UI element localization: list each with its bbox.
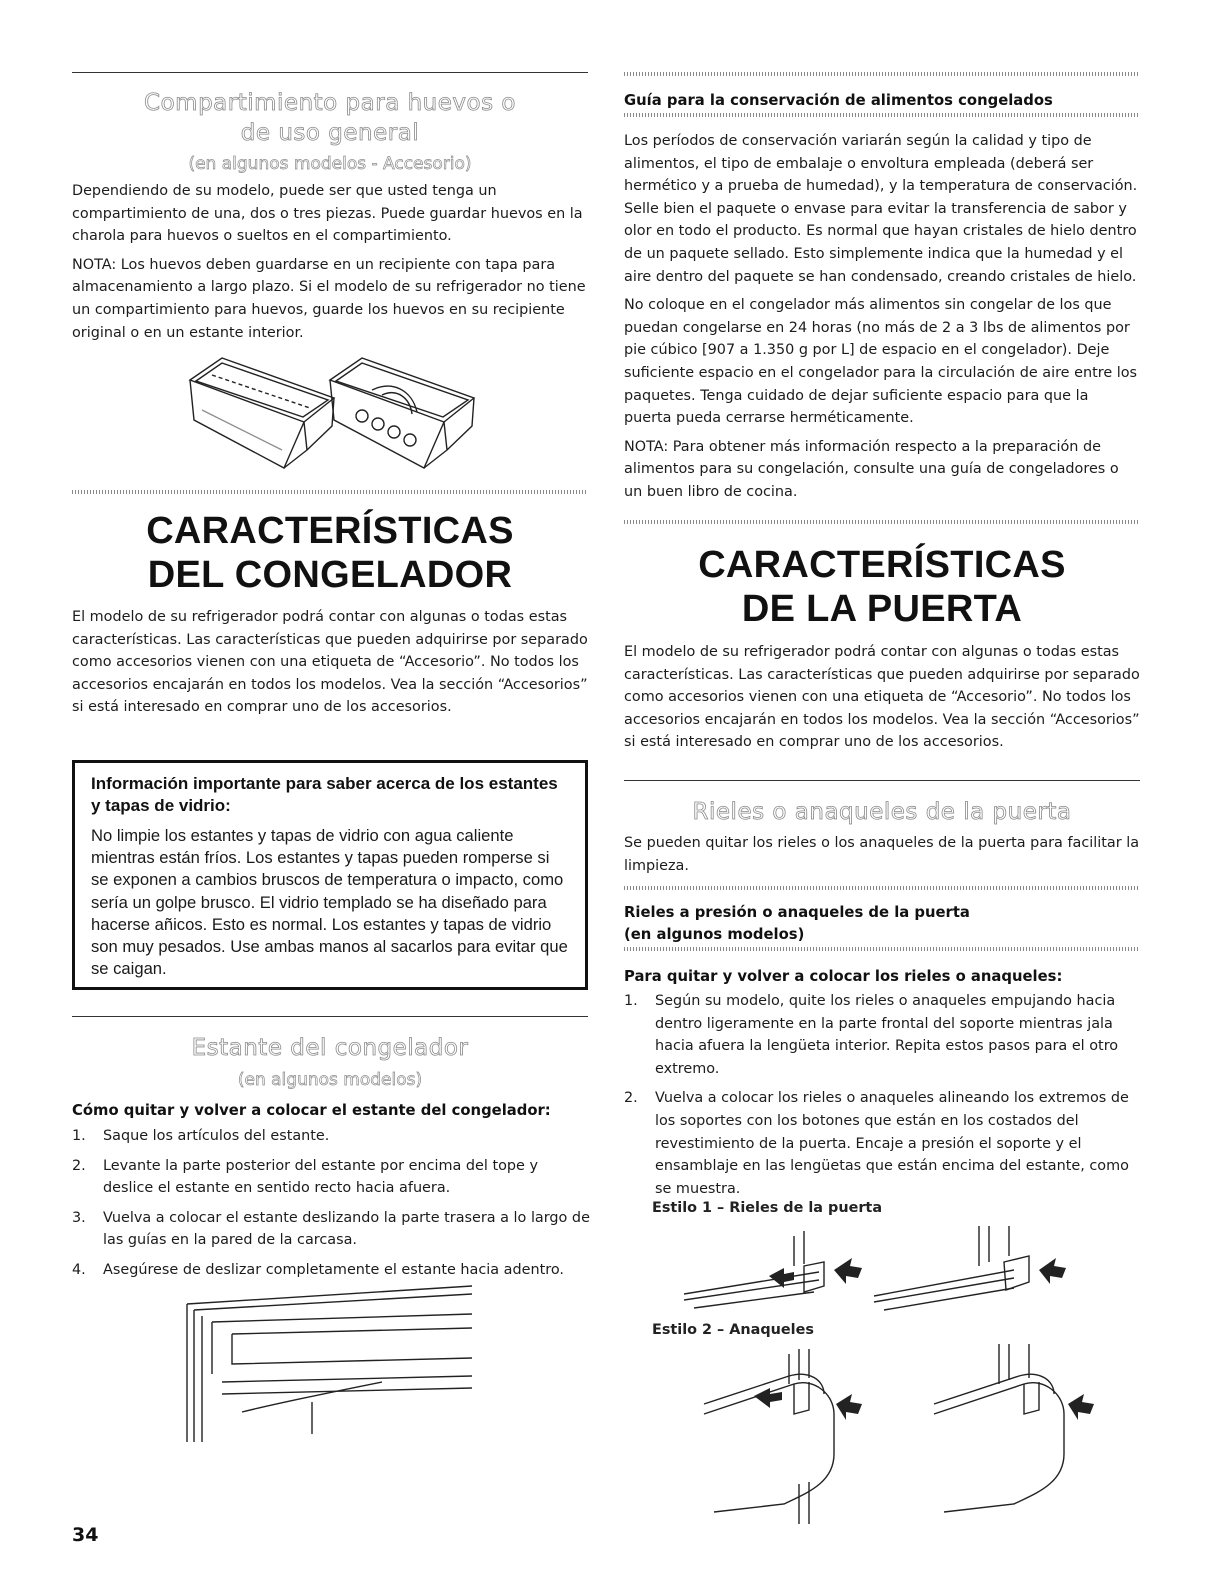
- freezer-shelf-steps: [72, 1125, 592, 1282]
- egg-bins-illustration: [182, 350, 482, 475]
- eggs-title-line2: de uso general: [240, 120, 420, 146]
- frozen-food-guide-note: NOTA: Para obtener más información respecto a la preparación de alimentos para su congelación, consulte una guía de congeladores o un buen libro de cocina.: [624, 438, 1119, 500]
- glass-warning-title: Información importante para saber acerca de los estantes y tapas de vidrio:: [91, 774, 558, 815]
- freezer-shelf-illustration: [182, 1284, 482, 1444]
- list-item: 1. Saque los artículos del estante.: [72, 1128, 330, 1144]
- frozen-food-guide-title: Guía para la conservación de alimentos congelados: [624, 92, 1053, 109]
- glass-warning-box: [72, 760, 588, 990]
- snap-rails-title-line2: (en algunos modelos): [624, 926, 805, 943]
- hatched-divider: [624, 113, 1140, 117]
- eggs-title-line1: Compartimiento para huevos o: [144, 90, 516, 116]
- eggs-subtitle: (en algunos modelos - Accesorio): [188, 154, 472, 174]
- door-rails-paragraph: Se pueden quitar los rieles o los anaqueles de la puerta para facilitar la limpieza.: [624, 835, 1140, 874]
- freezer-shelf-title: Estante del congelador: [191, 1035, 469, 1061]
- freezer-features-title-line1: CARACTERÍSTICAS: [146, 510, 514, 552]
- frozen-food-guide-p2: No coloque en el congelador más alimentos sin congelar de los que puedan congelarse en 24 horas (no más de 2 a 3 lbs de alimentos por pie cúbico [907 a 1.350 g por L] de espacio en el congelador). Deje suficiente espacio en el congelador para la circulación de aire entre los paquetes. Tenga cuidado de dejar suficiente espacio para que la puerta pueda cerrarse herméticamente.: [624, 297, 1138, 427]
- freezer-shelf-howto: Cómo quitar y volver a colocar el estante del congelador:: [72, 1102, 551, 1119]
- egg-bin-right: [330, 358, 474, 468]
- door-features-title-line1: CARACTERÍSTICAS: [698, 544, 1066, 586]
- list-item: 2. Vuelva a colocar los rieles o anaqueles alineando los extremos de los soportes con los botones que están en los costados del revestimiento de la puerta. Encaje a presión el soporte y el ensamblaje en las lengüetas que están encima del estante, como se muestra.: [624, 1090, 1129, 1197]
- door-rails-steps: [624, 990, 1140, 1200]
- snap-rails-title-line1: Rieles a presión o anaqueles de la puerta: [624, 904, 970, 921]
- eggs-note: NOTA: Los huevos deben guardarse en un recipiente con tapa para almacenamiento a largo plazo. Si el modelo de su refrigerador no tiene un compartimiento para huevos, guarde los huevos en su recipiente original o en un estante interior.: [72, 256, 586, 341]
- style1-caption: Estilo 1 – Rieles de la puerta: [652, 1200, 883, 1216]
- door-features-title-line2: DE LA PUERTA: [741, 588, 1023, 630]
- frozen-food-guide-p1: Los períodos de conservación variarán según la calidad y tipo de alimentos, el tipo de embalaje o envoltura empleada (deberá ser hermético y a prueba de humedad), y la temperatura de conservación. Selle bien el paquete o envase para evitar la transferencia de sabor y olor en todo el producto. Es normal que hayan cristales de hielo dentro de un paquete sellado. Esto simplemente indica que la humedad y el aire dentro del paquete se han condensado, creando cristales de hielo.: [624, 133, 1138, 285]
- list-item: 2. Levante la parte posterior del estante por encima del tope y deslice el estante en sentido recto hacia afuera.: [72, 1157, 538, 1197]
- section-divider: [624, 780, 1140, 781]
- glass-warning-body: No limpie los estantes y tapas de vidrio con agua caliente mientras están fríos. Los estantes y tapas pueden romperse si se exponen a cambios bruscos de temperatura o impacto, como sería un golpe brusco. El vidrio templado se ha diseñado para hacerse añicos. Esto es normal. Los estantes y tapas de vidrio son muy pesados. Use ambas manos al sacarlos para evitar que se caigan.: [91, 826, 568, 979]
- list-item: 1. Según su modelo, quite los rieles o anaqueles empujando hacia dentro ligeramente en la parte frontal del soporte mientras jala hacia afuera la lengüeta interior. Repita estos pasos para el otro extremo.: [624, 993, 1119, 1077]
- page-number: 34: [72, 1524, 99, 1546]
- section-divider: [72, 1016, 588, 1017]
- list-item: 4. Asegúrese de deslizar completamente el estante hacia adentro.: [72, 1261, 564, 1278]
- egg-bin-left: [190, 358, 334, 468]
- section-divider: [72, 72, 588, 73]
- style2-caption: Estilo 2 – Anaqueles: [652, 1322, 814, 1338]
- hatched-divider: [624, 947, 1140, 951]
- freezer-shelf-subtitle: (en algunos modelos): [237, 1070, 423, 1090]
- door-rails-illustration: [684, 1226, 1134, 1316]
- door-rails-howto: Para quitar y volver a colocar los rieles o anaqueles:: [624, 968, 1063, 985]
- door-shelves-illustration: [684, 1344, 1134, 1524]
- hatched-divider: [624, 72, 1140, 76]
- hatched-divider: [624, 886, 1140, 890]
- eggs-paragraph: Dependiendo de su modelo, puede ser que usted tenga un compartimiento de una, dos o tres piezas. Puede guardar huevos en la charola para huevos o sueltos en el compartimiento.: [72, 183, 583, 245]
- hatched-divider: [72, 490, 588, 494]
- freezer-features-title-line2: DEL CONGELADOR: [147, 554, 513, 596]
- hatched-divider: [624, 520, 1140, 524]
- door-rails-title: Rieles o anaqueles de la puerta: [692, 799, 1072, 825]
- list-item: 3. Vuelva a colocar el estante deslizando la parte trasera a lo largo de las guías en la pared de la carcasa.: [72, 1209, 590, 1249]
- freezer-features-intro: El modelo de su refrigerador podrá contar con algunas o todas estas características. Las características que pueden adquirirse por separado como accesorios vienen con una etiqueta de “Accesorio”. No todos los accesorios encajarán en todos los modelos. Vea la sección “Accesorios” si está interesado en comprar uno de los accesorios.: [72, 609, 588, 716]
- door-features-intro: El modelo de su refrigerador podrá contar con algunas o todas estas características. Las características que pueden adquirirse por separado como accesorios vienen con una etiqueta de “Accesorio”. No todos los accesorios encajarán en todos los modelos. Vea la sección “Accesorios” si está interesado en comprar uno de los accesorios.: [624, 644, 1140, 751]
